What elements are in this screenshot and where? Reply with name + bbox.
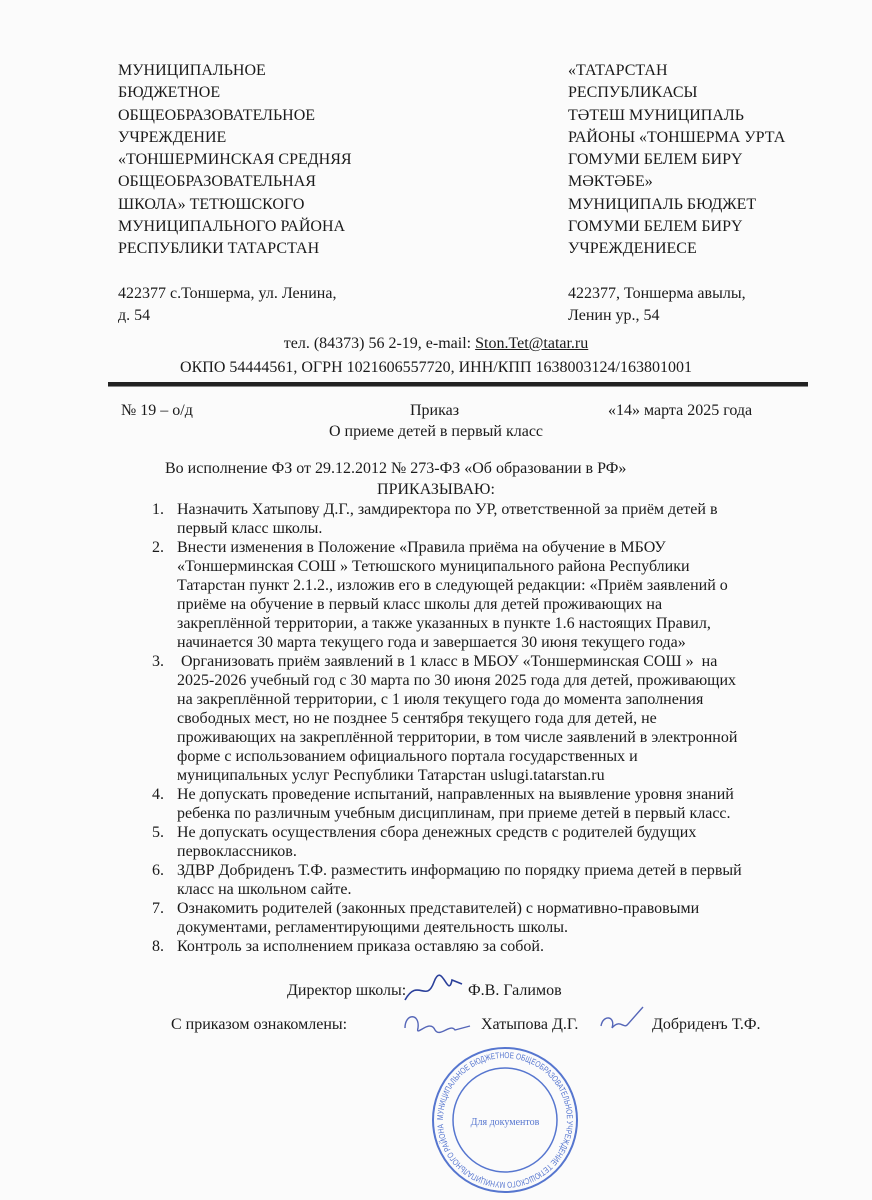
item-line: Ознакомить родителей (законных представителей) с нормативно-правовыми xyxy=(177,900,700,917)
item-number: 2. xyxy=(152,539,164,556)
item-text xyxy=(177,538,728,652)
director-name: Ф.В. Галимов xyxy=(468,982,562,999)
org-name-line: РЕСПУБЛИКИ ТАТАРСТАН xyxy=(118,240,320,258)
preamble: Во исполнение ФЗ от 29.12.2012 № 273-ФЗ «Об образовании в РФ» xyxy=(165,460,627,477)
stamp-center-text: Для документов xyxy=(470,1117,540,1128)
org-name-line: ОБЩЕОБРАЗОВАТЕЛЬНОЕ xyxy=(118,106,316,124)
address-line-tatar: 422377, Тоншерма авылы, xyxy=(568,284,746,302)
item-line: форме с использованием официального портала государственных и xyxy=(177,748,638,765)
item-text xyxy=(177,899,699,937)
item-text xyxy=(177,861,742,899)
order-item xyxy=(152,937,742,956)
item-line: начинается 30 марта текущего года и завершается 30 июня текущего года» xyxy=(177,634,686,651)
order-date: «14» марта 2025 года xyxy=(608,402,753,419)
order-item xyxy=(152,500,742,538)
item-line: 2025-2026 учебный год с 30 марта по 30 июня 2025 года для детей, проживающих xyxy=(177,672,737,689)
org-name-line: УЧРЕЖДЕНИЕ xyxy=(118,128,227,146)
org-name-line-tatar: МУНИЦИПАЛЬ БЮДЖЕТ xyxy=(568,195,757,213)
org-name-line-tatar: УЧРЕЖДЕНИЕСЕ xyxy=(568,240,697,258)
item-number: 7. xyxy=(152,900,164,917)
item-line: первый класс школы. xyxy=(177,520,323,537)
order-type: Приказ xyxy=(410,402,460,419)
order-number: № 19 – о/д xyxy=(121,402,193,419)
stamp-ring-text: МУНИЦИПАЛЬНОЕ БЮДЖЕТНОЕ ОБЩЕОБРАЗОВАТЕЛЬНОЕ УЧРЕЖДЕНИЕ ТЕТЮШСКОГО МУНИЦИПАЛЬНОГО РАЙОНА xyxy=(434,1049,576,1191)
item-line: проживающих на закреплённой территории, в том числе заявлений в электронной xyxy=(177,729,738,746)
order-item xyxy=(152,861,742,899)
signature-1 xyxy=(400,1008,475,1040)
item-number: 6. xyxy=(152,862,164,879)
acquainted-label: С приказом ознакомлены: xyxy=(171,1016,348,1033)
command-word: ПРИКАЗЫВАЮ: xyxy=(377,481,495,498)
registration-codes: ОКПО 54444561, ОГРН 1021606557720, ИНН/КПП 1638003124/163801001 xyxy=(180,359,692,376)
org-name-line: БЮДЖЕТНОЕ xyxy=(118,84,221,102)
org-name-line: МУНИЦИПАЛЬНОЕ xyxy=(118,62,266,79)
order-item xyxy=(152,538,742,652)
org-name-line: МУНИЦИПАЛЬНОГО РАЙОНА xyxy=(118,218,346,236)
item-line: Не допускать осуществления сбора денежных средств с родителей будущих xyxy=(177,824,697,841)
order-item xyxy=(152,823,742,861)
item-line: ребенка по различным учебным дисциплинам, при приеме детей в первый класс. xyxy=(177,805,731,822)
item-line: класс на школьном сайте. xyxy=(177,881,352,898)
org-name-line-tatar: ГОМУМИ БЕЛЕМ БИРҮ xyxy=(568,151,743,169)
item-text xyxy=(177,937,544,956)
item-line: ЗДВР Добриденъ Т.Ф. разместить информацию по порядку приема детей в первый xyxy=(177,862,742,879)
letterhead-right xyxy=(568,60,838,327)
email-link[interactable]: Ston.Tet@tatar.ru xyxy=(475,335,589,352)
item-text xyxy=(177,785,734,823)
item-number: 1. xyxy=(152,501,164,518)
org-name-line-tatar: РАЙОНЫ «ТОНШЕРМА УРТА xyxy=(568,128,786,146)
org-name-line-tatar: МӘКТӘБЕ» xyxy=(568,173,653,191)
item-number: 4. xyxy=(152,786,164,803)
item-text xyxy=(177,500,718,538)
letterhead-left xyxy=(118,60,398,327)
item-line: Не допускать проведение испытаний, направленных на выявление уровня знаний xyxy=(177,786,734,803)
item-line: «Тоншерминская СОШ » Тетюшского муниципального района Республики xyxy=(177,558,690,575)
school-stamp xyxy=(430,1045,580,1195)
item-line: свободных мест, но не позднее 5 сентября текущего года для детей, не xyxy=(177,710,657,727)
org-name-line: ШКОЛА» ТЕТЮШСКОГО xyxy=(118,195,305,213)
item-text xyxy=(177,823,696,861)
order-item xyxy=(152,785,742,823)
person2-name: Добриденъ Т.Ф. xyxy=(652,1016,761,1033)
item-line: первоклассников. xyxy=(177,843,297,860)
order-items xyxy=(152,500,742,956)
item-line: закреплённой территории, а также указанных в пункте 1.6 настоящих Правил, xyxy=(177,615,711,632)
org-name-line-tatar: РЕСПУБЛИКАСЫ xyxy=(568,84,698,102)
org-name-line-tatar: «ТАТАРСТАН xyxy=(568,62,668,79)
director-label: Директор школы: xyxy=(287,982,407,999)
item-line: Внести изменения в Положение «Правила приёма на обучение в МБОУ xyxy=(177,539,666,556)
item-line: Татарстан пункт 2.1.2., изложив его в следующей редакции: «Приём заявлений о xyxy=(177,577,728,594)
address-line: 422377 с.Тоншерма, ул. Ленина, xyxy=(118,284,337,302)
phone-text: тел. (84373) 56 2-19, e-mail: xyxy=(283,335,476,352)
org-name-line: ОБЩЕОБРАЗОВАТЕЛЬНАЯ xyxy=(118,173,316,191)
item-line: Организовать приём заявлений в 1 класс в МБОУ «Тоншерминская СОШ » на xyxy=(177,653,718,670)
order-item xyxy=(152,899,742,937)
address-line: д. 54 xyxy=(118,306,151,324)
org-name-line-tatar: ТӘТЕШ МУНИЦИПАЛЬ xyxy=(568,106,744,124)
item-line: муниципальных услуг Республики Татарстан uslugi.tatarstan.ru xyxy=(177,767,605,784)
item-line: документами, регламентирующими деятельность школы. xyxy=(177,919,568,936)
item-line: на закреплённой территории, с 1 июля текущего года до момента заполнения xyxy=(177,691,704,708)
item-line: Назначить Хатыпову Д.Г., замдиректора по УР, ответственной за приём детей в xyxy=(177,501,718,518)
person1-name: Хатыпова Д.Г. xyxy=(481,1016,579,1033)
item-number: 8. xyxy=(152,938,164,955)
contact-line xyxy=(0,335,872,353)
item-line: Контроль за исполнением приказа оставляю за собой. xyxy=(177,938,544,955)
item-number: 3. xyxy=(152,653,164,670)
address-line-tatar: Ленин ур., 54 xyxy=(568,306,660,324)
order-title: О приеме детей в первый класс xyxy=(328,423,544,440)
item-line: приёме на обучение в первый класс школы для детей проживающих на xyxy=(177,596,663,613)
director-signature xyxy=(400,972,465,1008)
item-text xyxy=(177,652,737,785)
org-name-line: «ТОНШЕРМИНСКАЯ СРЕДНЯЯ xyxy=(118,151,352,169)
item-number: 5. xyxy=(152,824,164,841)
signature-2 xyxy=(598,1004,648,1039)
header-divider xyxy=(108,382,808,387)
order-item xyxy=(152,652,742,785)
org-name-line-tatar: ГОМУМИ БЕЛЕМ БИРҮ xyxy=(568,218,743,236)
